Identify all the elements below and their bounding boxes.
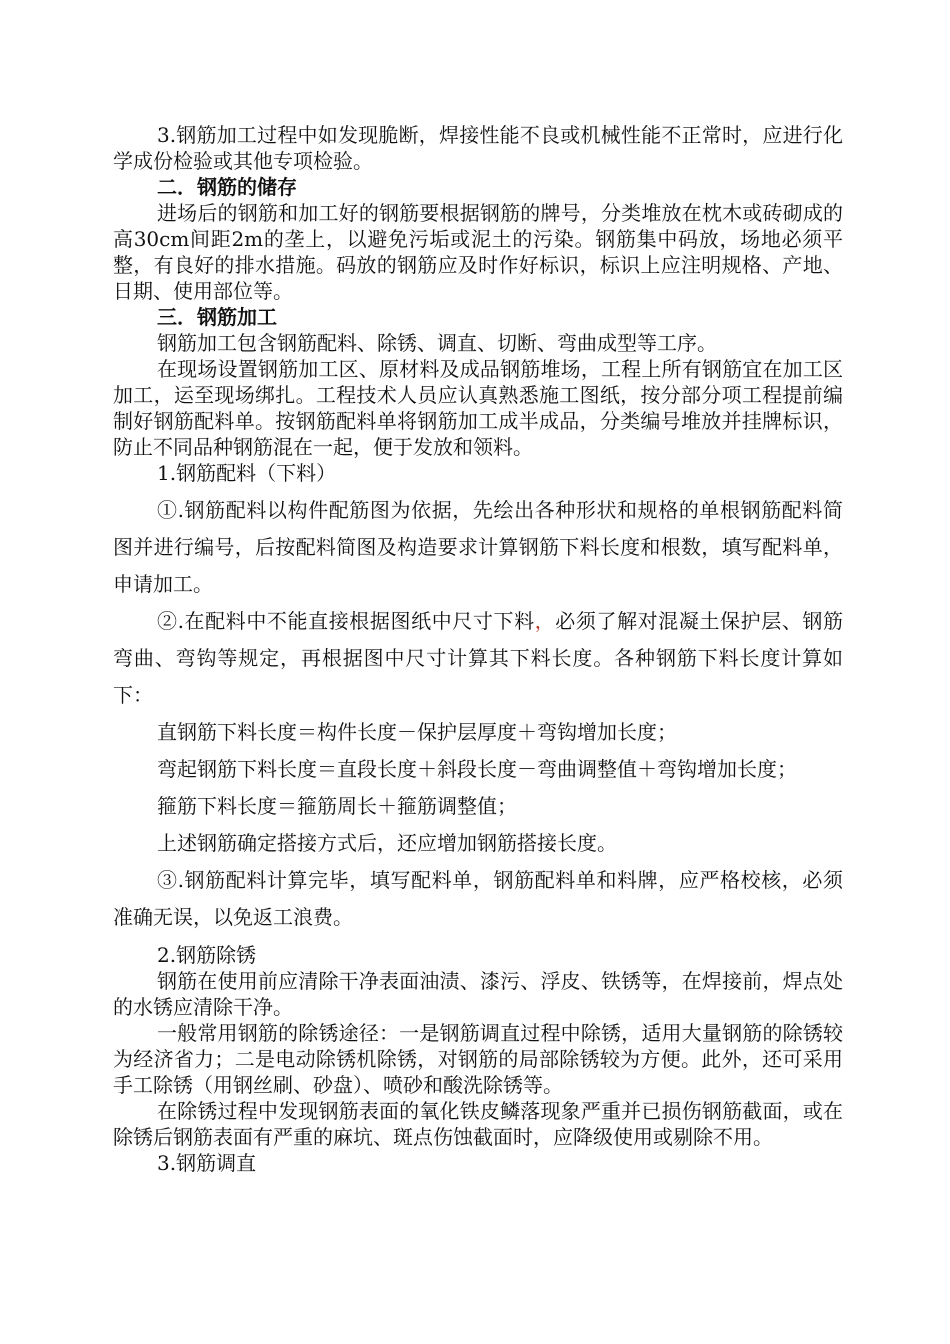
paragraph-storage: 进场后的钢筋和加工好的钢筋要根据钢筋的牌号，分类堆放在枕木或砖砌成的高30cm间距2m的垄上，以避免污垢或泥土的污染。钢筋集中码放，场地必须平整，有良好的排水措施。码放的钢筋应及时作好标识，标识上应注明规格、产地、日期、使用部位等。 [113, 201, 843, 303]
formula-straight-bar: 直钢筋下料长度＝构件长度－保护层厚度＋弯钩增加长度； [157, 720, 677, 744]
paragraph-rust-1: 钢筋在使用前应清除干净表面油渍、漆污、浮皮、铁锈等，在焊接前，焊点处的水锈应清除干净。 [113, 969, 843, 1019]
subheading-straightening: 3.钢筋调直 [157, 1151, 257, 1175]
subheading-cutting-list: 1.钢筋配料（下料） [157, 461, 337, 485]
subheading-rust-removal: 2.钢筋除锈 [157, 943, 257, 967]
heading-storage: 二．钢筋的储存 [157, 175, 297, 199]
paragraph-cutting-2 [113, 603, 843, 714]
paragraph-inspection: 3.钢筋加工过程中如发现脆断，焊接性能不良或机械性能不正常时，应进行化学成份检验或其他专项检验。 [113, 123, 843, 173]
paragraph-rust-2: 一般常用钢筋的除锈途径：一是钢筋调直过程中除锈，适用大量钢筋的除锈较为经济省力；二是电动除锈机除锈，对钢筋的局部除锈较为方便。此外，还可采用手工除锈（用钢丝刷、砂盘）、喷砂和酸洗除锈等。 [113, 1021, 843, 1097]
paragraph-processing-area: 在现场设置钢筋加工区、原材料及成品钢筋堆场，工程上所有钢筋宜在加工区加工，运至现场绑扎。工程技术人员应认真熟悉施工图纸，按分部分项工程提前编制好钢筋配料单。按钢筋配料单将钢筋加工成半成品，分类编号堆放并挂牌标识，防止不同品种钢筋混在一起，便于发放和领料。 [113, 357, 843, 459]
red-comma: ， [534, 609, 556, 633]
paragraph-processing-steps: 钢筋加工包含钢筋配料、除锈、调直、切断、弯曲成型等工序。 [157, 331, 717, 355]
formula-lap-note: 上述钢筋确定搭接方式后，还应增加钢筋搭接长度。 [157, 831, 617, 855]
formula-stirrup: 箍筋下料长度＝箍筋周长＋箍筋调整值； [157, 794, 517, 818]
cutting-list-section [113, 492, 843, 936]
paragraph-cutting-1: ①.钢筋配料以构件配筋图为依据，先绘出各种形状和规格的单根钢筋配料简图并进行编号，后按配料简图及构造要求计算钢筋下料长度和根数，填写配料单，申请加工。 [113, 498, 843, 596]
paragraph-rust-3: 在除锈过程中发现钢筋表面的氧化铁皮鳞落现象严重并已损伤钢筋截面，或在除锈后钢筋表面有严重的麻坑、斑点伤蚀截面时，应降级使用或剔除不用。 [113, 1099, 843, 1149]
paragraph-cutting-3: ③.钢筋配料计算完毕，填写配料单，钢筋配料单和料牌，应严格校核，必须准确无误，以免返工浪费。 [113, 868, 843, 929]
document-page [113, 122, 843, 1176]
paragraph-cutting-2-part-a: ②.在配料中不能直接根据图纸中尺寸下料 [157, 609, 535, 633]
paragraph-cutting-2-part-b: 必须了解对混凝土保护层、钢筋弯曲、弯钩等规定，再根据图中尺寸计算其下料长度。各种钢筋下料长度计算如下： [113, 609, 844, 707]
heading-processing: 三．钢筋加工 [157, 305, 277, 329]
formula-bent-bar: 弯起钢筋下料长度＝直段长度＋斜段长度－弯曲调整值＋弯钩增加长度； [157, 757, 797, 781]
